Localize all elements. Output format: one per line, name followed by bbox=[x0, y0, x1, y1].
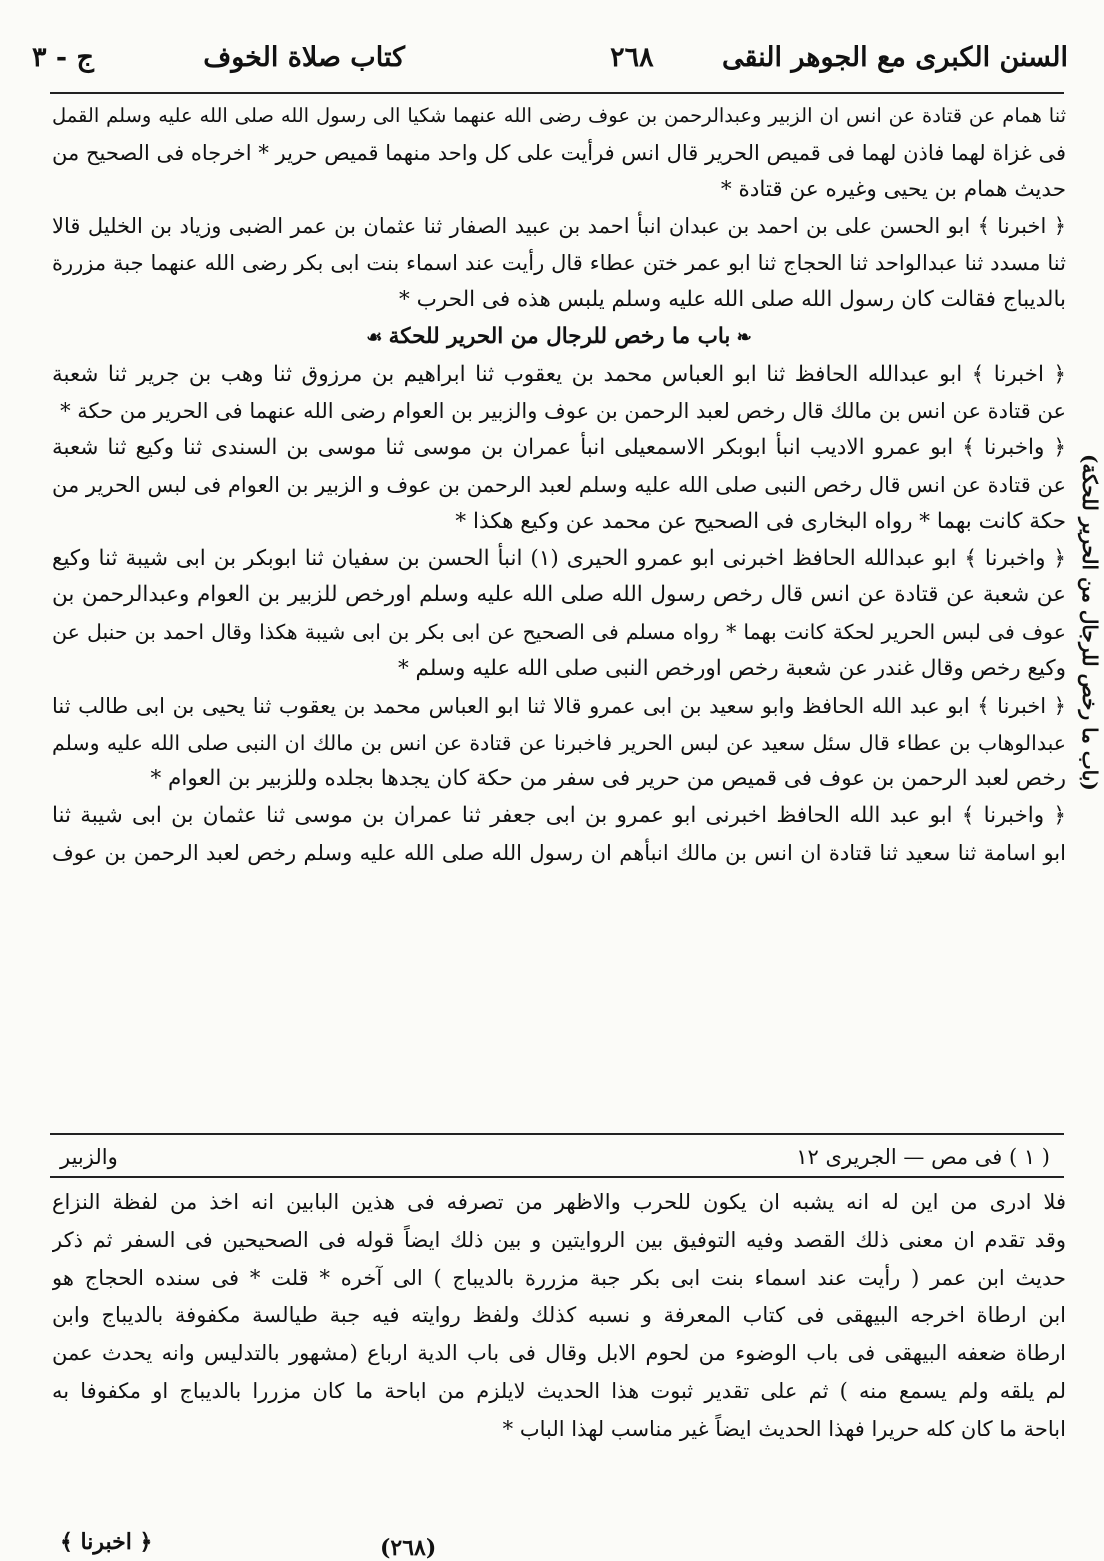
footnote-rule bbox=[50, 1133, 1064, 1135]
commentary-line: وقد تقدم ان معنى ذلك القصد وفيه التوفيق بين الروايتين و بين ذلك ايضاً قوله فى الصحيحين فى السفر ثم ذكر bbox=[52, 1227, 1066, 1252]
text-line: وكيع رخص وقال غندر عن شعبة رخص اورخص النبى صلى الله عليه وسلم * bbox=[397, 655, 1066, 681]
chapter-title: كتاب صلاة الخوف bbox=[203, 42, 405, 73]
commentary-line: ابن ارطاة اخرجه البيهقى فى كتاب المعرفة و نسبه كذلك ولفظ روايته فيه جبة طيالسة مكفوفة بالديباج وابن bbox=[52, 1303, 1066, 1328]
text-line: ﴿ اخبرنا ﴾ ابو عبد الله الحافظ وابو سعيد بن ابى عمرو قالا ثنا ابو العباس محمد بن يعقوب ثنا يحيى بن ابى طالب ثنا bbox=[52, 693, 1066, 718]
text-line: ﴿ واخبرنا ﴾ ابو عبدالله الحافظ اخبرنى ابو عمرو الحيرى (١) انبأ الحسن بن سفيان ثنا ابوبكر بن ابى شيبة ثنا وكيع bbox=[52, 545, 1066, 571]
footer-catchword: ﴿ اخبرنا ﴾ bbox=[60, 1529, 153, 1555]
footnote bbox=[60, 1140, 1050, 1174]
text-line: عن شعبة عن قتادة عن انس قال رخص رسول الله صلى الله عليه وسلم اورخص للزبير بن العوام وعبدالرحمن بن bbox=[52, 582, 1066, 608]
catchword: والزبير bbox=[60, 1145, 118, 1169]
text-line: ﴿ اخبرنا ﴾ ابو عبدالله الحافظ ثنا ابو العباس محمد بن يعقوب ثنا ابراهيم بن مرزوق ثنا وهب بن جرير ثنا شعبة bbox=[52, 361, 1066, 387]
text-line: ﴿ اخبرنا ﴾ ابو الحسن على بن احمد بن عبدان انبأ احمد بن عبيد الصفار ثنا عثمان بن عمر الضبى وزياد بن الخليل قالا bbox=[52, 214, 1066, 239]
page-number: ٢٦٨ bbox=[610, 42, 654, 73]
running-header bbox=[32, 36, 1068, 86]
text-line: ثنا همام عن قتادة عن انس ان الزبير وعبدالرحمن بن عوف رضى الله عنهما شكيا الى رسول الله صلى الله عليه وسلم القمل bbox=[52, 104, 1066, 127]
book-title: السنن الكبرى مع الجوهر النقى bbox=[721, 42, 1068, 73]
footer-page-mark: (٢٦٨) bbox=[380, 1535, 437, 1561]
text-line: عوف فى لبس الحرير لحكة كانت بهما * رواه مسلم فى الصحيح عن ابى بكر بن ابى شيبة هكذا وقال احمد بن حنبل عن bbox=[52, 620, 1066, 645]
page-footer bbox=[0, 1529, 1104, 1559]
main-text bbox=[52, 98, 1066, 872]
margin-section-title: (باب ما رخص للرجال من الحرير للحكة) bbox=[1078, 453, 1102, 791]
commentary-line: لم يلقه ولم يسمع منه ) ثم على تقدير ثبوت هذا الحديث لايلزم من اباحة ما كان مزررا بالديباج او مكفوفا به bbox=[52, 1378, 1066, 1403]
text-line: عن قتادة عن انس قال رخص النبى صلى الله عليه وسلم لعبد الرحمن بن عوف و الزبير بن العوام فى لبس الحرير من bbox=[52, 472, 1066, 497]
text-line: حكة كانت بهما * رواه البخارى فى الصحيح عن محمد عن وكيع هكذا * bbox=[455, 508, 1066, 534]
text-line: ﴿ واخبرنا ﴾ ابو عمرو الاديب انبأ ابوبكر الاسمعيلى انبأ عمران بن موسى ثنا موسى بن السندى ثنا وكيع ثنا شعبة bbox=[52, 435, 1066, 461]
text-line: ابو اسامة ثنا سعيد ثنا قتادة ان انس بن مالك انبأهم ان رسول الله صلى الله عليه وسلم رخص لعبد الرحمن بن عوف bbox=[52, 840, 1066, 865]
text-line: ﴿ واخبرنا ﴾ ابو عبد الله الحافظ اخبرنى ابو عمرو بن ابى جعفر ثنا عمران بن موسى ثنا عثمان بن ابى شيبة ثنا bbox=[52, 803, 1066, 829]
text-line: عن قتادة عن انس بن مالك قال رخص لعبد الرحمن بن عوف والزبير بن العوام رضى الله عنهما فى الحرير من حكة * bbox=[60, 399, 1066, 424]
header-rule bbox=[50, 92, 1064, 94]
commentary-rule bbox=[50, 1176, 1064, 1178]
section-heading-text: باب ما رخص للرجال من الحرير للحكة bbox=[388, 323, 731, 349]
commentary-line: فلا ادرى من اين له انه يشبه ان يكون للحرب والاظهر من تصرفه فى هذين البابين انه اخذ من لفظة النزاع bbox=[52, 1190, 1066, 1214]
text-line: حديث همام بن يحيى وغيره عن قتادة * bbox=[720, 176, 1066, 202]
text-line: عبدالوهاب بن عطاء قال سئل سعيد عن لبس الحرير فاخبرنا عن قتادة عن انس بن مالك ان النبى صلى الله عليه وسلم bbox=[52, 730, 1066, 755]
text-line: ثنا مسدد ثنا عبدالواحد ثنا الحجاج ثنا ابو عمر ختن عطاء قال رأيت عند اسماء بنت ابى بكر رضى الله عنهما جبة مزررة bbox=[52, 251, 1066, 276]
text-line: رخص لعبد الرحمن بن عوف فى قميص من حرير فى سفر من حكة كان يجدها بجلده وللزبير بن العوام * bbox=[150, 766, 1066, 792]
commentary-text bbox=[52, 1184, 1066, 1449]
commentary-line: اباحة ما كان كله حريرا فهذا الحديث ايضاً غير مناسب لهذا الباب * bbox=[502, 1416, 1066, 1441]
ornament-right-icon: ☙ bbox=[366, 326, 389, 348]
ornament-left-icon: ❧ bbox=[730, 326, 752, 348]
commentary-line: ارطاة ضعفه البيهقى فى باب الوضوء من لحوم الابل وقال فى باب الدية ارباع (مشهور بالتدليس وانه يحدث عمن bbox=[52, 1341, 1066, 1366]
text-line: فى غزاة لهما فاذن لهما فى قميص الحرير قال انس فرأيت على كل واحد منهما قميص حرير * اخرجاه فى الصحيح من bbox=[52, 140, 1066, 165]
section-heading bbox=[52, 319, 1066, 357]
text-line: بالديباج فقالت كان رسول الله صلى الله عليه وسلم يلبس هذه فى الحرب * bbox=[399, 286, 1066, 312]
footnote-text: ( ١ ) فى مص — الجريرى ١٢ bbox=[796, 1145, 1050, 1169]
commentary-line: حديث ابن عمر ( رأيت عند اسماء بنت ابى بكر جبة مزررة بالديباج ) الى آخره * قلت * فى سنده الحجاج هو bbox=[52, 1265, 1066, 1290]
volume-number: ج - ٣ bbox=[32, 42, 94, 73]
